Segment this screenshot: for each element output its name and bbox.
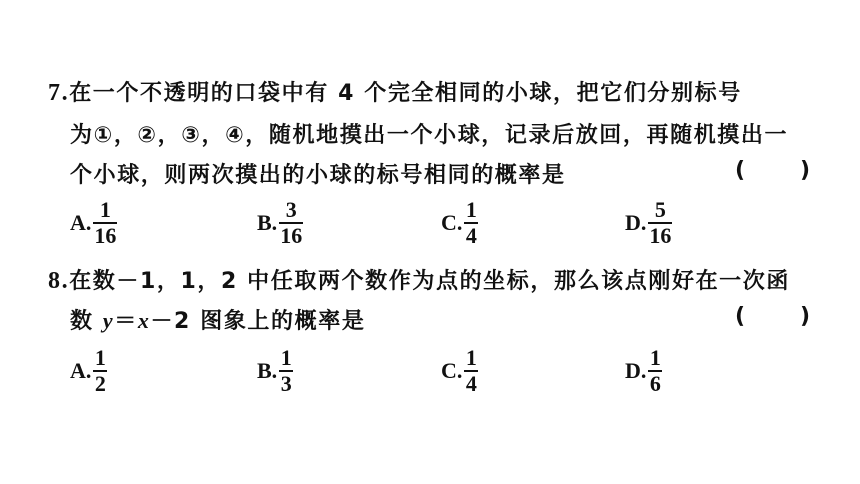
q8-number: 8. [48,268,70,294]
q8-equals: ＝ [114,309,138,334]
fraction [93,198,117,248]
q8-var-x: x [137,308,151,333]
q7-answer-paren-open: ( [735,158,746,183]
q8-stem-rest: －2 图象上的概率是 [150,309,366,334]
q8-answer-paren-open: ( [735,304,746,329]
q8-option-a[interactable] [70,346,107,396]
q7-answer-paren-close: ) [800,158,811,183]
option-label: D. [625,358,647,383]
fraction-denominator: 16 [280,223,303,248]
fraction [648,346,662,396]
q7-stem-line-3: 个小球，则两次摸出的小球的标号相同的概率是 [70,163,566,188]
option-label: A. [70,210,92,235]
q8-var-y: y [102,308,115,333]
q7-stem-line-1: 在一个不透明的口袋中有 4 个完全相同的小球，把它们分别标号 [69,81,742,106]
option-label: D. [625,210,647,235]
q7-option-d[interactable] [625,198,672,248]
q7-stem-line-2: 为①，②，③，④，随机地摸出一个小球，记录后放回，再随机摸出一 [70,123,789,148]
fraction-numerator: 1 [649,345,661,370]
fraction-denominator: 16 [94,223,117,248]
fraction-numerator: 5 [654,197,666,222]
fraction-denominator: 4 [465,223,477,248]
q7-option-c[interactable] [441,198,478,248]
fraction-numerator: 1 [94,345,106,370]
fraction [279,346,293,396]
fraction-numerator: 1 [99,197,111,222]
fraction-denominator: 6 [649,371,661,396]
fraction-numerator: 3 [285,197,297,222]
q8-option-b[interactable] [257,346,293,396]
option-label: A. [70,358,92,383]
q7-option-b[interactable] [257,198,303,248]
fraction-denominator: 3 [280,371,292,396]
fraction [279,198,303,248]
fraction-numerator: 1 [280,345,292,370]
q8-line-1 [48,264,790,295]
fraction-denominator: 16 [649,223,672,248]
fraction-numerator: 1 [465,197,477,222]
q8-stem-line-2 [70,304,365,335]
option-label: B. [257,358,278,383]
fraction-denominator: 4 [465,371,477,396]
q7-option-a[interactable] [70,198,117,248]
fraction [464,198,478,248]
q8-stem-line-1: 在数－1，1，2 中任取两个数作为点的坐标，那么该点刚好在一次函 [69,269,790,294]
q8-option-d[interactable] [625,346,662,396]
fraction-denominator: 2 [94,371,106,396]
q8-answer-paren-close: ) [800,304,811,329]
q8-stem-prefix: 数 [70,309,103,334]
fraction [464,346,478,396]
q8-option-c[interactable] [441,346,478,396]
fraction [93,346,107,396]
q7-number: 7. [48,80,70,106]
option-label: C. [441,210,463,235]
option-label: B. [257,210,278,235]
q7-line-1 [48,76,742,107]
option-label: C. [441,358,463,383]
fraction [648,198,672,248]
fraction-numerator: 1 [465,345,477,370]
